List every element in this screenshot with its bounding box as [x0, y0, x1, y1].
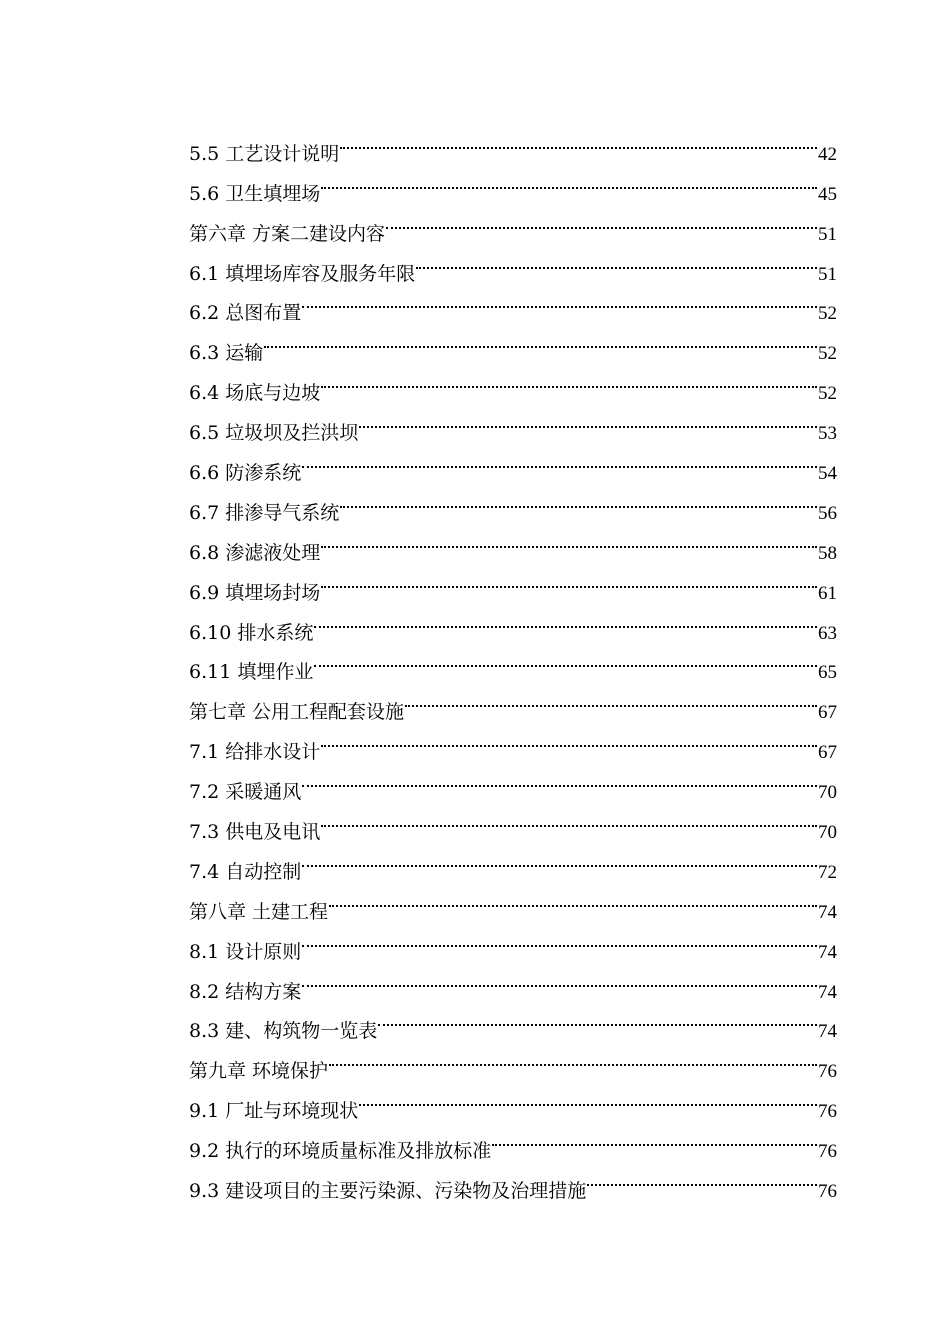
toc-entry[interactable]	[189, 120, 837, 165]
toc-dot-leader	[328, 1037, 818, 1077]
toc-entry-page-number: 58	[818, 542, 837, 564]
toc-dot-leader	[358, 399, 818, 439]
toc-dot-leader	[415, 240, 818, 280]
toc-dot-leader	[301, 918, 818, 958]
toc-entry-title: 第七章 公用工程配套设施	[189, 701, 405, 724]
toc-entry-title: 第六章 方案二建设内容	[189, 222, 386, 245]
toc-entry[interactable]	[189, 319, 837, 365]
toc-dot-leader	[385, 200, 818, 240]
toc-entry-title: 6.8 渗滤液处理	[189, 541, 321, 564]
toc-entry-title: 6.2 总图布置	[189, 302, 302, 325]
toc-entry-page-number: 74	[818, 901, 837, 923]
toc-dot-leader	[320, 718, 818, 758]
toc-entry-title: 6.1 填埋场库容及服务年限	[189, 262, 416, 285]
toc-entry-page-number: 76	[818, 1101, 837, 1123]
toc-entry-page-number: 52	[818, 343, 837, 365]
toc-entry-page-number: 72	[818, 861, 837, 883]
toc-entry-page-number: 52	[818, 303, 837, 325]
toc-entry-title: 5.6 卫生填埋场	[189, 182, 321, 205]
toc-entry-page-number: 70	[818, 822, 837, 844]
toc-dot-leader	[320, 559, 818, 599]
toc-entry-title: 7.2 采暖通风	[189, 781, 302, 804]
toc-entry-page-number: 51	[818, 223, 837, 245]
toc-dot-leader	[313, 599, 818, 639]
toc-entry-title: 6.6 防渗系统	[189, 462, 302, 485]
toc-dot-leader	[301, 958, 818, 998]
toc-dot-leader	[301, 280, 818, 320]
toc-entry-title: 9.2 执行的环境质量标准及排放标准	[189, 1140, 492, 1163]
toc-entry-title: 7.4 自动控制	[189, 860, 302, 883]
toc-entry-page-number: 52	[818, 383, 837, 405]
toc-dot-leader	[313, 639, 818, 679]
toc-entry-title: 8.3 建、构筑物一览表	[189, 1020, 378, 1043]
toc-entry-title: 6.5 垃圾坝及拦洪坝	[189, 422, 359, 445]
toc-entry-title: 5.5 工艺设计说明	[189, 142, 340, 165]
toc-dot-leader	[404, 678, 818, 718]
toc-entry-page-number: 65	[818, 662, 837, 684]
toc-entry-page-number: 45	[818, 183, 837, 205]
toc-entry-title: 9.3 建设项目的主要污染源、污染物及治理措施	[189, 1180, 587, 1203]
toc-entry-page-number: 74	[818, 1021, 837, 1043]
toc-entry-title: 7.1 给排水设计	[189, 741, 321, 764]
toc-entry-title: 6.9 填埋场封场	[189, 581, 321, 604]
toc-entry-title: 第九章 环境保护	[189, 1060, 329, 1083]
toc-entry[interactable]	[189, 359, 837, 405]
table-of-contents	[189, 120, 837, 1203]
toc-entry-title: 第八章 土建工程	[189, 900, 329, 923]
toc-dot-leader	[263, 319, 818, 359]
toc-entry-page-number: 61	[818, 582, 837, 604]
toc-entry-page-number: 76	[818, 1061, 837, 1083]
toc-entry-page-number: 42	[818, 143, 837, 165]
toc-entry-title: 6.4 场底与边坡	[189, 382, 321, 405]
toc-dot-leader	[320, 160, 818, 200]
toc-entry-title: 9.1 厂址与环境现状	[189, 1100, 359, 1123]
toc-entry-page-number: 67	[818, 702, 837, 724]
toc-dot-leader	[320, 798, 818, 838]
toc-entry-title: 8.2 结构方案	[189, 980, 302, 1003]
toc-entry-page-number: 51	[818, 263, 837, 285]
toc-dot-leader	[301, 439, 818, 479]
toc-entry-page-number: 76	[818, 1141, 837, 1163]
toc-dot-leader	[320, 359, 818, 399]
toc-dot-leader	[586, 1157, 818, 1197]
toc-dot-leader	[301, 758, 818, 798]
toc-dot-leader	[328, 878, 818, 918]
toc-entry-page-number: 67	[818, 742, 837, 764]
toc-dot-leader	[339, 120, 818, 160]
toc-dot-leader	[301, 838, 818, 878]
toc-entry-title: 8.1 设计原则	[189, 940, 302, 963]
toc-entry-page-number: 70	[818, 782, 837, 804]
toc-entry-title: 6.11 填埋作业	[189, 661, 314, 684]
toc-entry-title: 7.3 供电及电讯	[189, 821, 321, 844]
toc-entry-page-number: 54	[818, 463, 837, 485]
toc-dot-leader	[491, 1117, 818, 1157]
toc-entry-title: 6.3 运输	[189, 342, 264, 365]
toc-dot-leader	[377, 998, 818, 1038]
toc-entry-page-number: 74	[818, 981, 837, 1003]
toc-entry-title: 6.7 排渗导气系统	[189, 501, 340, 524]
toc-dot-leader	[320, 519, 818, 559]
toc-entry-page-number: 56	[818, 502, 837, 524]
toc-entry-title: 6.10 排水系统	[189, 621, 314, 644]
toc-dot-leader	[358, 1077, 818, 1117]
toc-entry-page-number: 76	[818, 1181, 837, 1203]
toc-dot-leader	[339, 479, 818, 519]
toc-entry-page-number: 53	[818, 423, 837, 445]
toc-entry-page-number: 63	[818, 622, 837, 644]
toc-entry-page-number: 74	[818, 941, 837, 963]
